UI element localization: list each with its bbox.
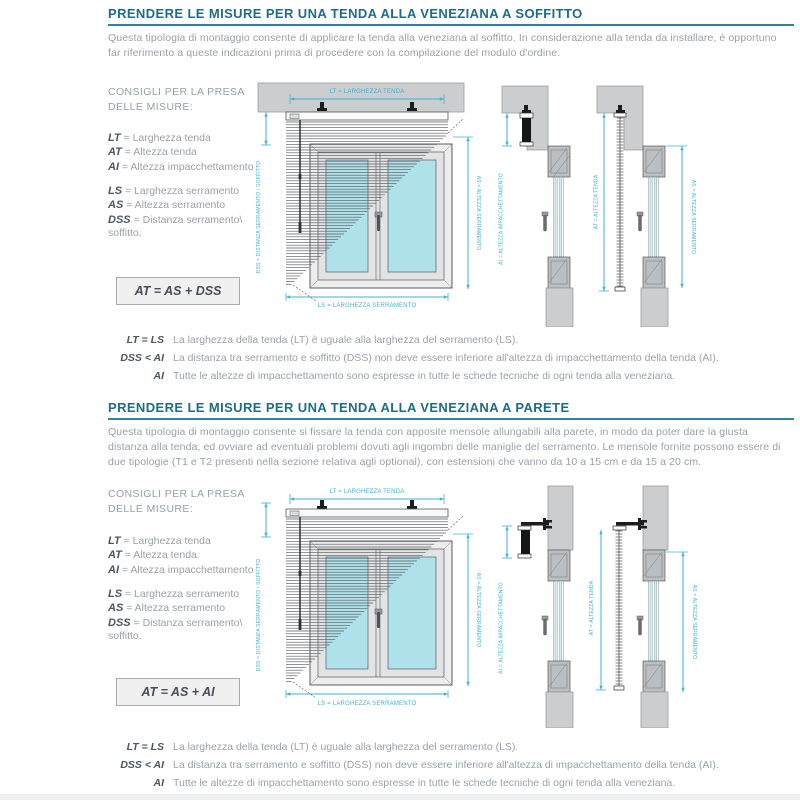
wall-below [641,288,668,327]
section1-side-view-extended [592,84,702,327]
as-dimension-label: AS = ALTEZZA SERRAMENTO [475,175,481,251]
wall-section [643,486,668,550]
ai-dimension-label: AI = ALTEZZA IMPACCHETTAMENTO [498,173,505,265]
legend-item: AI = Altezza impacchettamento [108,160,254,173]
legend-item: AS = Altezza serramento [108,199,226,212]
as-dimension-label: AS = ALTEZZA SERRAMENTO [691,584,697,660]
as-dimension-arrow [453,137,473,289]
legend-item: AS = Altezza serramento [108,602,226,615]
wall-brackets [317,500,417,509]
ls-dimension-arrow [286,690,448,698]
glass-left [326,160,368,272]
legend-item: DSS = Distanza serramento\ soffitto. [108,616,243,643]
window-cross-section [637,550,665,692]
cord-lock [290,114,299,119]
section2-note: AI Tutte le altezze di impacchettamento sono espresse in tutte le schede tecniche di ogni tenda alla veneziana. [153,777,676,789]
section2-title-rule [108,418,794,420]
at-dimension-label: AT = ALTEZZA TENDA [589,580,595,636]
ceiling [258,83,464,112]
section2-note: DSS < AI La distanza tra serramento e soffitto (DSS) non deve essere inferiore all'altezza di impacchettamento della tenda (AI). [120,759,719,771]
section1-title-rule [108,24,794,26]
headrail [613,526,626,530]
blind-cord [299,120,302,233]
extended-blind [615,117,625,291]
wall-section [548,486,573,550]
wall-below [546,288,573,327]
at-dimension-arrow [596,530,606,690]
window-cross-section [542,550,570,692]
legend-item: DSS = Distanza serramento\ soffitto. [108,213,243,240]
glass-right [388,557,436,669]
dss-dimension-arrow [261,503,271,537]
lt-dimension-label: LT = LARGHEZZA TENDA [329,89,405,95]
legend-item: LT = Larghezza tenda [108,132,211,144]
at-dimension-label: AT = ALTEZZA TENDA [593,174,600,230]
section1-legend-serramento [108,184,266,241]
ls-dimension-label: LS = LARGHEZZA SERRAMENTO [317,701,417,707]
packed-blind [518,526,531,558]
section1-title: PRENDERE LE MISURE PER UNA TENDA ALLA VENEZIANA A SOFFITTO [108,6,583,21]
glass-left [326,557,368,669]
section1-note: LT = LS La larghezza della tenda (LT) è uguale alla larghezza del serramento (LS). [126,334,519,346]
diagonal-cut-mark [448,516,463,530]
blind-cord [299,517,302,630]
as-dimension-label: AS = ALTEZZA SERRAMENTO [475,572,481,648]
legend-item: AI = Altezza impacchettamento [108,563,254,576]
legend-item: LT = Larghezza tenda [108,535,211,547]
lt-dimension-label: LT = LARGHEZZA TENDA [329,489,405,495]
legend-item: AT = Altezza tenda [108,549,197,562]
as-dimension-arrow [453,534,473,686]
diagonal-cut-mark [448,119,463,133]
section2-advice-title: CONSIGLI PER LA PRESA DELLE MISURE: [108,488,245,515]
section1-formula-box: AT = AS + DSS [116,277,240,305]
as-dimension-arrow [666,146,687,288]
lt-dimension-arrow [290,494,444,504]
headrail [286,112,448,120]
ai-dimension-label: AI = ALTEZZA IMPACCHETTAMENTO [498,582,505,674]
dss-dimension-label: DSS = DISTANZA SERRAMENTO \ SOFFITTO [256,160,262,274]
section1-advice-title: CONSIGLI PER LA PRESA DELLE MISURE: [108,86,245,113]
glass-right [388,160,436,272]
wall-below [641,692,668,728]
section2-intro: Questa tipologia di montaggio consente si fissare la tenda con apposite mensole allungabili alla parete, in modo da poter dare la giusta distanza alla tenda, ed ovviare ad eventuali problemi dovuti agli ingombri delle maniglie del serramento. Le mensole fornite possono essere di due tipologie (T1 e T2 presenti nella sezione relativa agli optional), con estensioni che vanno da 10 a 15 cm e da 15 a 20 cm. [108,426,781,469]
extended-blind [614,530,624,690]
section2-title: PRENDERE LE MISURE PER UNA TENDA ALLA VENEZIANA A PARETE [108,400,570,415]
section1-note: AI Tutte le altezze di impacchettamento sono espresse in tutte le schede tecniche di ogni tenda alla veneziana. [153,370,676,382]
section2-side-view-packed [497,478,592,728]
dss-dimension-label: DSS = DISTANZA SERRAMENTO \ SOFFITTO [256,558,262,672]
ai-dimension-arrow [502,526,512,558]
legend-item: LS = Larghezza serramento [108,588,240,600]
section2-front-view-diagram [252,485,487,725]
section2-formula-box: AT = AS + AI [116,678,240,706]
legend-item: LS = Larghezza serramento [108,185,240,197]
section1-front-view-diagram [252,82,487,308]
section1-note: DSS < AI La distanza tra serramento e soffitto (DSS) non deve essere inferiore all'altezza di impacchettamento della tenda (AI). [120,352,719,364]
headrail [614,113,626,117]
ls-dimension-label: LS = LARGHEZZA SERRAMENTO [317,303,417,308]
window-cross-section [637,146,665,288]
as-dimension-label: AS = ALTEZZA SERRAMENTO [690,179,696,255]
wall-below [546,692,573,728]
page-bottom-band [0,794,800,800]
headrail [286,509,448,517]
window [310,541,452,685]
section2-note: LT = LS La larghezza della tenda (LT) è uguale alla larghezza del serramento (LS). [126,741,519,753]
cord-lock [290,511,299,516]
ls-dimension-arrow [286,293,448,301]
section2-legend-tenda [108,534,266,577]
ai-dimension-arrow [502,114,512,147]
section1-side-view-packed [497,84,592,327]
window [310,144,452,288]
dss-dimension-arrow [261,113,271,146]
as-dimension-arrow [666,552,688,692]
section1-legend-tenda [108,131,266,174]
section2-side-view-extended [586,478,701,728]
at-dimension-arrow [599,114,609,292]
section2-legend-serramento [108,587,266,644]
legend-item: AT = Altezza tenda [108,146,197,159]
section1-intro: Questa tipologia di montaggio consente di applicare la tenda alla veneziana al soffitto. In considerazione alla tenda da installare, è opportuno far riferimento a queste indicazioni prima di procedere con la compilazione del modulo d'ordine. [108,32,777,60]
window-cross-section [542,146,570,288]
